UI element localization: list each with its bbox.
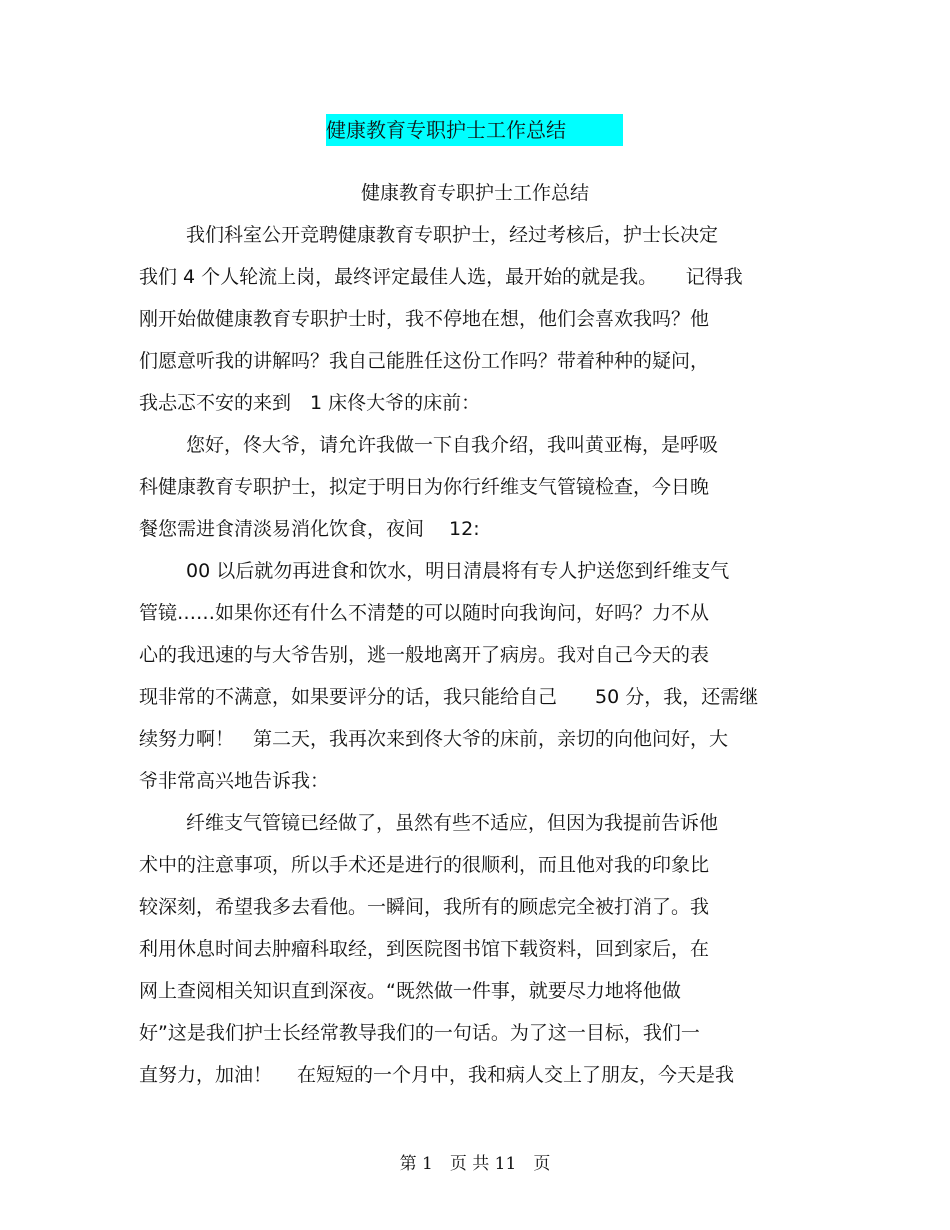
text-line: 术中的注意事项，所以手术还是进行的很顺利，而且他对我的印象比 — [139, 854, 710, 876]
text-line: 纤维支气管镜已经做了，虽然有些不适应，但因为我提前告诉他 — [186, 812, 719, 834]
text-line: 较深刻，希望我多去看他。一瞬间，我所有的顾虑完全被打消了。我 — [139, 896, 710, 918]
text-line: 爷非常高兴地告诉我： — [139, 770, 330, 792]
text-line: 好”这是我们护士长经常教导我们的一句话。为了这一目标，我们一 — [139, 1022, 700, 1044]
text-line: 现非常的不满意，如果要评分的话，我只能给自己 50 分，我，还需继 — [139, 686, 759, 708]
text-line: 网上查阅相关知识直到深夜。“既然做一件事，就要尽力地将他做 — [139, 980, 681, 1002]
text-line: 您好，佟大爷，请允许我做一下自我介绍，我叫黄亚梅，是呼吸 — [186, 434, 719, 456]
text-line: 直努力，加油！ 在短短的一个月中，我和病人交上了朋友，今天是我 — [139, 1064, 735, 1086]
text-line: 我们 4 个人轮流上岗，最终评定最佳人选，最开始的就是我。 记得我 — [139, 266, 743, 288]
text-line: 管镜……如果你还有什么不清楚的可以随时向我询问，好吗？力不从 — [139, 602, 710, 624]
text-line: 餐您需进食清淡易消化饮食，夜间 12: — [139, 518, 480, 540]
document-title: 健康教育专职护士工作总结 — [326, 118, 566, 142]
text-line: 00 以后就勿再进食和饮水，明日清晨将有专人护送您到纤维支气 — [186, 560, 730, 582]
text-line: 心的我迅速的与大爷告别，逃一般地离开了病房。我对自己今天的表 — [139, 644, 710, 666]
document-subtitle: 健康教育专职护士工作总结 — [360, 182, 589, 204]
text-line: 们愿意听我的讲解吗？我自己能胜任这份工作吗？带着种种的疑问， — [139, 350, 710, 372]
text-line: 我忐忑不安的来到 1 床佟大爷的床前： — [139, 392, 481, 414]
text-line: 利用休息时间去肿瘤科取经，到医院图书馆下载资料，回到家后，在 — [139, 938, 710, 960]
text-line: 我们科室公开竞聘健康教育专职护士，经过考核后，护士长决定 — [186, 224, 719, 246]
text-line: 刚开始做健康教育专职护士时，我不停地在想，他们会喜欢我吗？他 — [139, 308, 710, 330]
text-line: 续努力啊！ 第二天，我再次来到佟大爷的床前，亲切的向他问好，大 — [139, 728, 729, 750]
page-footer: 第 1 页 共 11 页 — [399, 1154, 551, 1174]
text-line: 科健康教育专职护士，拟定于明日为你行纤维支气管镜检查，今日晚 — [139, 476, 710, 498]
